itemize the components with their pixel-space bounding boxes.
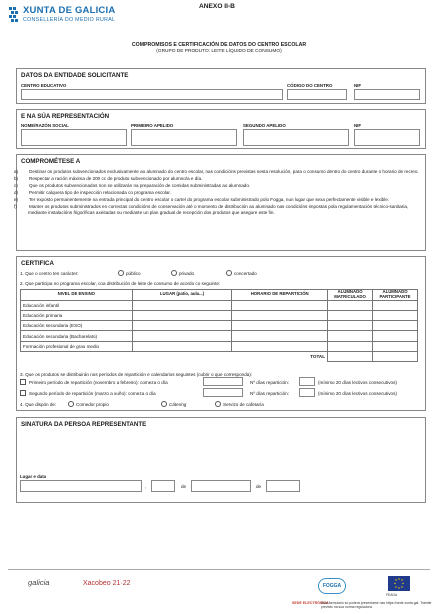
q4-label: 4. Que dispón de: <box>20 402 57 407</box>
header-place: LUGAR (patio, aula...) <box>132 290 232 301</box>
period2-start-field[interactable] <box>203 388 243 397</box>
applicant-nif-field[interactable] <box>354 89 420 100</box>
representative-title: E NA SÚA REPRESENTACIÓN <box>21 113 110 120</box>
place-cell[interactable] <box>132 331 232 341</box>
schedule-cell[interactable] <box>232 300 328 310</box>
commitment-item: d) Permitir calquera tipo de inspección relacionada co programa escolar. <box>14 189 171 195</box>
xunta-emblem-icon <box>8 6 20 24</box>
commitments-title: COMPROMÉTESE A <box>21 158 81 165</box>
header-enrolled: ALUMNADO MATRICULADO <box>328 290 373 301</box>
enrolled-cell[interactable] <box>328 310 373 320</box>
public-radio[interactable] <box>118 270 124 276</box>
applicant-section <box>16 68 426 104</box>
annex-label: ANEXO II-B <box>199 3 235 10</box>
commitment-item: a) Destinar os produtos subvencionados exclusivamente ao alumnado do centro escolar, nas condicións previstas nesta resolución, para o consumo dentro do centro durante o horario de recreo. <box>14 169 419 174</box>
representative-section <box>16 109 426 149</box>
enrolled-cell[interactable] <box>328 331 373 341</box>
second-surname-label: SEGUNDO APELIDO <box>243 123 286 128</box>
distribution-table <box>20 289 418 362</box>
day-field[interactable] <box>151 480 175 492</box>
level-cell: Educación secundaria (Bacharelato) <box>21 331 133 341</box>
center-code-label: CÓDIGO DO CENTRO <box>287 83 333 88</box>
period2-checkbox[interactable] <box>20 390 26 396</box>
center-field[interactable] <box>21 89 283 100</box>
period2-min-note: (mínimo 20 días lectivos consecutivos) <box>318 391 397 396</box>
representative-nif-label: NIF <box>354 123 362 128</box>
logo-title: XUNTA DE GALICIA <box>23 5 116 16</box>
name-label: NOME/RAZÓN SOCIAL <box>21 123 69 128</box>
q1-label: 1. Que o centro ten carácter: <box>20 271 79 276</box>
center-code-field[interactable] <box>287 89 347 100</box>
logo-subtitle: CONSELLERÍA DO MEDIO RURAL <box>23 17 116 23</box>
private-radio[interactable] <box>171 270 177 276</box>
applicant-title: DATOS DA ENTIDADE SOLICITANTE <box>21 72 129 79</box>
participants-total-cell[interactable] <box>373 352 418 362</box>
second-surname-field[interactable] <box>243 129 349 146</box>
private-label: privado <box>179 271 195 276</box>
commitment-item: e) Ter exposto permanentemente na entrada principal do centro escolar o cartel do programa escolar subministrado polo Fogga, nun lugar que sexa perfectamente visible e lexible. <box>14 196 390 202</box>
participants-cell[interactable] <box>373 321 418 331</box>
schedule-cell[interactable] <box>232 341 328 351</box>
place-field[interactable] <box>20 480 142 492</box>
place-cell[interactable] <box>132 321 232 331</box>
schedule-cell[interactable] <box>232 310 328 320</box>
footer-divider <box>8 569 430 570</box>
place-cell[interactable] <box>132 341 232 351</box>
first-surname-field[interactable] <box>131 129 237 146</box>
eu-fund-label: FEAGA <box>386 593 398 597</box>
comma-separator: , <box>145 484 147 489</box>
cafeteria-radio[interactable] <box>215 401 221 407</box>
commitments-list <box>14 169 421 217</box>
table-header-row <box>21 290 418 301</box>
level-cell: Educación primaria <box>21 310 133 320</box>
place-date-label: Lugar e data <box>20 474 47 479</box>
level-cell: Formación profesional de grao medio <box>21 341 133 351</box>
enrolled-cell[interactable] <box>328 321 373 331</box>
center-label: CENTRO EDUCATIVO <box>21 83 67 88</box>
header-schedule: HORARIO DE REPARTICIÓN <box>232 290 328 301</box>
period2-label: Segundo período de repartición (marzo a xuño): comeza o día <box>29 391 156 396</box>
table-row <box>21 341 418 351</box>
period1-checkbox[interactable] <box>20 379 26 385</box>
schedule-cell[interactable] <box>232 321 328 331</box>
commitments-section <box>16 154 426 251</box>
catering-label: Cátering <box>169 402 187 407</box>
year-field[interactable] <box>266 480 300 492</box>
first-surname-label: PRIMEIRO APELIDO <box>131 123 174 128</box>
cafeteria-label: Servizo de cafetaría <box>223 402 264 407</box>
electronic-office-label[interactable]: SEDE ELECTRÓNICA <box>292 601 329 605</box>
canteen-radio[interactable] <box>68 401 74 407</box>
commitment-item: b) Respectar a ración máxima de 200 cc de produto subvencionado por alumno/a e día. <box>14 175 203 181</box>
name-field[interactable] <box>21 129 127 146</box>
period1-days-field[interactable] <box>299 377 315 386</box>
enrolled-cell[interactable] <box>328 341 373 351</box>
period2-days-field[interactable] <box>299 388 315 397</box>
representative-nif-field[interactable] <box>354 129 420 146</box>
eu-flag-icon <box>388 576 410 591</box>
concerted-label: concertado <box>234 271 257 276</box>
galicia-logo: galicia <box>28 578 50 587</box>
de-separator-2: de <box>256 484 262 489</box>
participants-cell[interactable] <box>373 310 418 320</box>
participants-cell[interactable] <box>373 300 418 310</box>
enrolled-cell[interactable] <box>328 300 373 310</box>
enrolled-total-cell[interactable] <box>328 352 373 362</box>
commitment-item: c) Que os produtos subvencionados non se utilizarán na preparación de comidas subministradas ao alumnado. <box>14 182 251 188</box>
q3-label: 3. Que os produtos se distribuirán nos períodos de repartición e calendarios seguintes (cubrir o que corresponda): <box>20 372 253 377</box>
period1-days-label: Nº días repartición: <box>250 380 289 385</box>
header-participants: ALUMNADO PARTICIPANTE <box>373 290 418 301</box>
place-cell[interactable] <box>132 300 232 310</box>
period1-min-note: (mínimo 20 días lectivos consecutivos) <box>318 380 397 385</box>
schedule-cell[interactable] <box>232 331 328 341</box>
period2-days-label: Nº días repartición: <box>250 391 289 396</box>
header-level: NIVEL DE ENSINO <box>21 290 133 301</box>
canteen-label: Comedor propio <box>76 402 109 407</box>
period1-start-field[interactable] <box>203 377 243 386</box>
catering-radio[interactable] <box>161 401 167 407</box>
level-cell: Educación infantil <box>21 300 133 310</box>
table-row <box>21 310 418 320</box>
document-title: COMPROMISOS E CERTIFICACIÓN DE DATOS DO CENTRO ESCOLAR <box>131 42 307 48</box>
public-label: público <box>126 271 141 276</box>
xunta-logo <box>8 4 168 28</box>
place-cell[interactable] <box>132 310 232 320</box>
concerted-radio[interactable] <box>226 270 232 276</box>
signature-title: SINATURA DA PERSOA REPRESENTANTE <box>21 421 147 428</box>
q2-label: 2. Que participa no programa escolar, coa distribución de leite de consumo de acordo co seguinte: <box>20 281 221 286</box>
commitment-item: f) Manter os produtos subministrados en correctas condicións de conservación até o momento de distribución ao alumnado nas condicións impostas pola regulamentación técnico-sanitaria, mediante instalacións frigoríficas axeitadas ou mediante un plan gradual de recepción dos produtos que asegure este fin. <box>14 203 409 215</box>
table-total-row <box>21 352 418 362</box>
xacobeo-logo: Xacobeo 21·22 <box>83 580 131 587</box>
table-row <box>21 321 418 331</box>
total-label: TOTAL <box>232 352 328 362</box>
fogga-logo: FOGGA <box>318 578 346 594</box>
footer-info-text: Este formulario só poderá presentarse nas https://sede.xunta.gal. Trámite previsto na súa norma reguladora. <box>321 601 432 609</box>
table-row <box>21 331 418 341</box>
de-separator-1: de <box>181 484 187 489</box>
participants-cell[interactable] <box>373 341 418 351</box>
certify-title: CERTIFICA <box>21 260 54 267</box>
level-cell: Educación secundaria (ESO) <box>21 321 133 331</box>
document-subtitle: (GRUPO DE PRODUTO: LEITE LÍQUIDO DE CONSUMO) <box>156 49 282 54</box>
table-row <box>21 300 418 310</box>
month-field[interactable] <box>191 480 251 492</box>
period1-label: Primeiro período de repartición (novembro a febreiro): comeza o día <box>29 380 168 385</box>
applicant-nif-label: NIF <box>354 83 362 88</box>
participants-cell[interactable] <box>373 331 418 341</box>
